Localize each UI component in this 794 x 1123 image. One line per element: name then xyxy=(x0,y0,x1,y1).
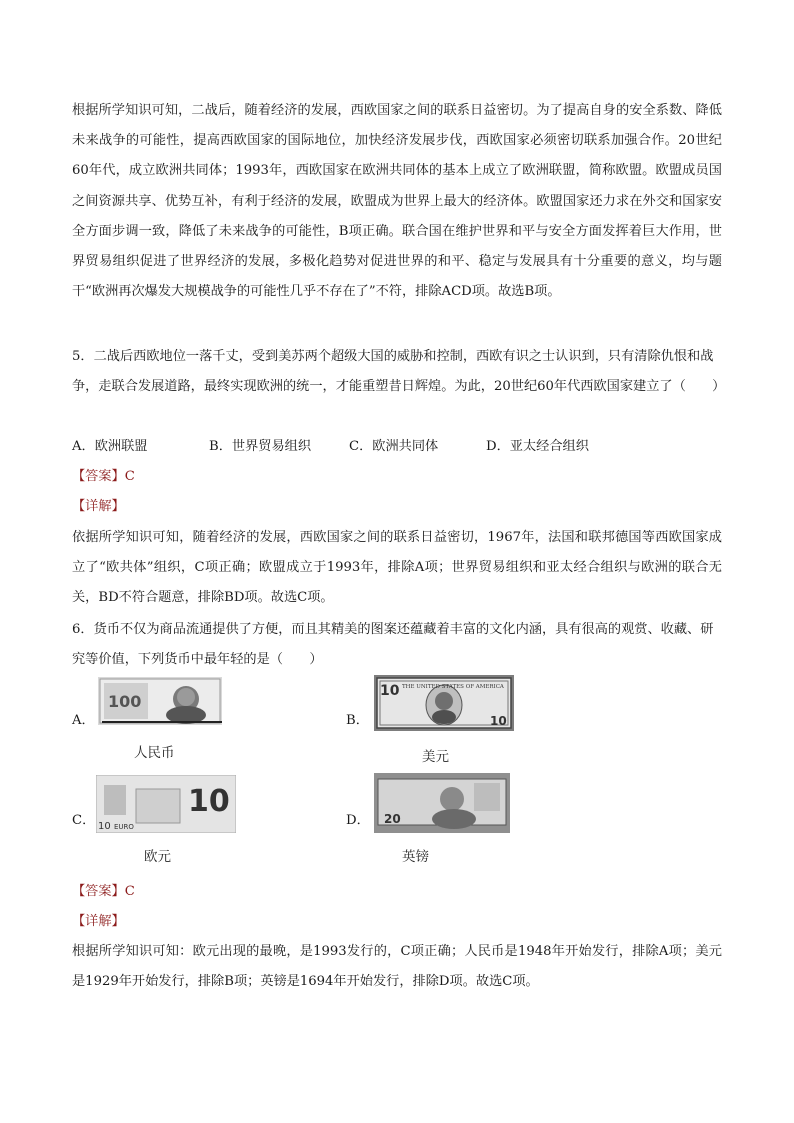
q4-detail-paragraph: 根据所学知识可知，二战后，随着经济的发展，西欧国家之间的联系日益密切。为了提高自身的安全系数、降低未来战争的可能性，提高西欧国家的国际地位，加快经济发展步伐，西欧国家必须密切联系加强合作。20世纪60年代，成立欧洲共同体；1993年，西欧国家在欧洲共同体的基本上成立了欧洲联盟，简称欧盟。欧盟成员国之间资源共享、优势互补，有利于经济的发展，欧盟成为世界上最大的经济体。欧盟国家还力求在外交和国家安全方面步调一致，降低了未来战争的可能性，B项正确。联合国在维护世界和平与安全方面发挥着巨大作用，世界贸易组织促进了世界经济的发展，多极化趋势对促进世界的和平、稳定与发展具有十分重要的意义，均与题干“欧洲再次爆发大规模战争的可能性几乎不存在了”不符，排除ACD项。故选B项。 xyxy=(72,103,722,300)
q6-option-a-letter: A． xyxy=(72,712,95,728)
q6-option-c-caption: 欧元 xyxy=(144,848,171,865)
euro-banknote-icon xyxy=(96,775,236,837)
q5-option-b: B．世界贸易组织 xyxy=(209,439,312,454)
gbp-banknote-icon xyxy=(374,773,510,837)
q6-option-b-letter: B． xyxy=(346,712,369,728)
q6-option-c-letter: C． xyxy=(72,812,96,828)
rmb-banknote-icon xyxy=(98,677,222,729)
q5-option-c: C．欧洲共同体 xyxy=(349,439,439,454)
usd-banknote-icon xyxy=(374,675,514,735)
q6-options-row-1 xyxy=(72,675,722,773)
q6-detail: 根据所学知识可知：欧元出现的最晚，是1993发行的，C项正确；人民币是1948年开始发行，排除A项；美元是1929年开始发行，排除B项；英镑是1694年开始发行，排除D项。故选C项。 xyxy=(72,944,722,990)
usd-header-text: THE UNITED STATES OF AMERICA xyxy=(402,683,504,690)
euro-face-value-small: 10 xyxy=(98,820,111,832)
q5-option-d: D．亚太经合组织 xyxy=(486,439,589,454)
q5-stem: 5．二战后西欧地位一落千丈，受到美苏两个超级大国的威胁和控制，西欧有识之士认识到，只有清除仇恨和战争，走联合发展道路，最终实现欧洲的统一，才能重塑昔日辉煌。为此，20世纪60年代西欧国家建立了（ ） xyxy=(72,349,726,395)
q6-option-a-caption: 人民币 xyxy=(134,744,175,761)
q5-options xyxy=(72,432,722,462)
document-page xyxy=(72,96,726,997)
q6-stem: 6．货币不仅为商品流通提供了方便，而且其精美的图案还蕴藏着丰富的文化内涵，具有很高的观赏、收藏、研究等价值，下列货币中最年轻的是（ ） xyxy=(72,621,714,667)
euro-label-text: EURO xyxy=(114,822,134,831)
euro-face-value: 10 xyxy=(188,783,230,819)
rmb-face-value: 100 xyxy=(108,691,142,711)
q6-answer-tag: 【答案】C xyxy=(72,883,135,899)
q6-option-d-letter: D． xyxy=(346,812,370,828)
q5-detail: 依据所学知识可知，随着经济的发展，西欧国家之间的联系日益密切，1967年，法国和联邦德国等西欧国家成立了“欧共体”组织，C项正确；欧盟成立于1993年，排除A项；世界贸易组织和亚太经合组织与欧洲的联合无关，BD不符合题意，排除BD项。故选C项。 xyxy=(72,529,722,606)
usd-face-value-left: 10 xyxy=(380,682,400,699)
q6-detail-tag: 【详解】 xyxy=(72,913,125,929)
q5-answer-tag: 【答案】C xyxy=(72,469,135,485)
q6-option-b-caption: 美元 xyxy=(422,748,449,765)
q6-options-row-2 xyxy=(72,773,722,873)
gbp-face-value: 20 xyxy=(384,811,401,826)
usd-face-value-right: 10 xyxy=(490,713,507,728)
q5-option-a: A．欧洲联盟 xyxy=(72,439,148,454)
q6-option-d-caption: 英镑 xyxy=(402,848,429,865)
q5-detail-tag: 【详解】 xyxy=(72,499,125,515)
